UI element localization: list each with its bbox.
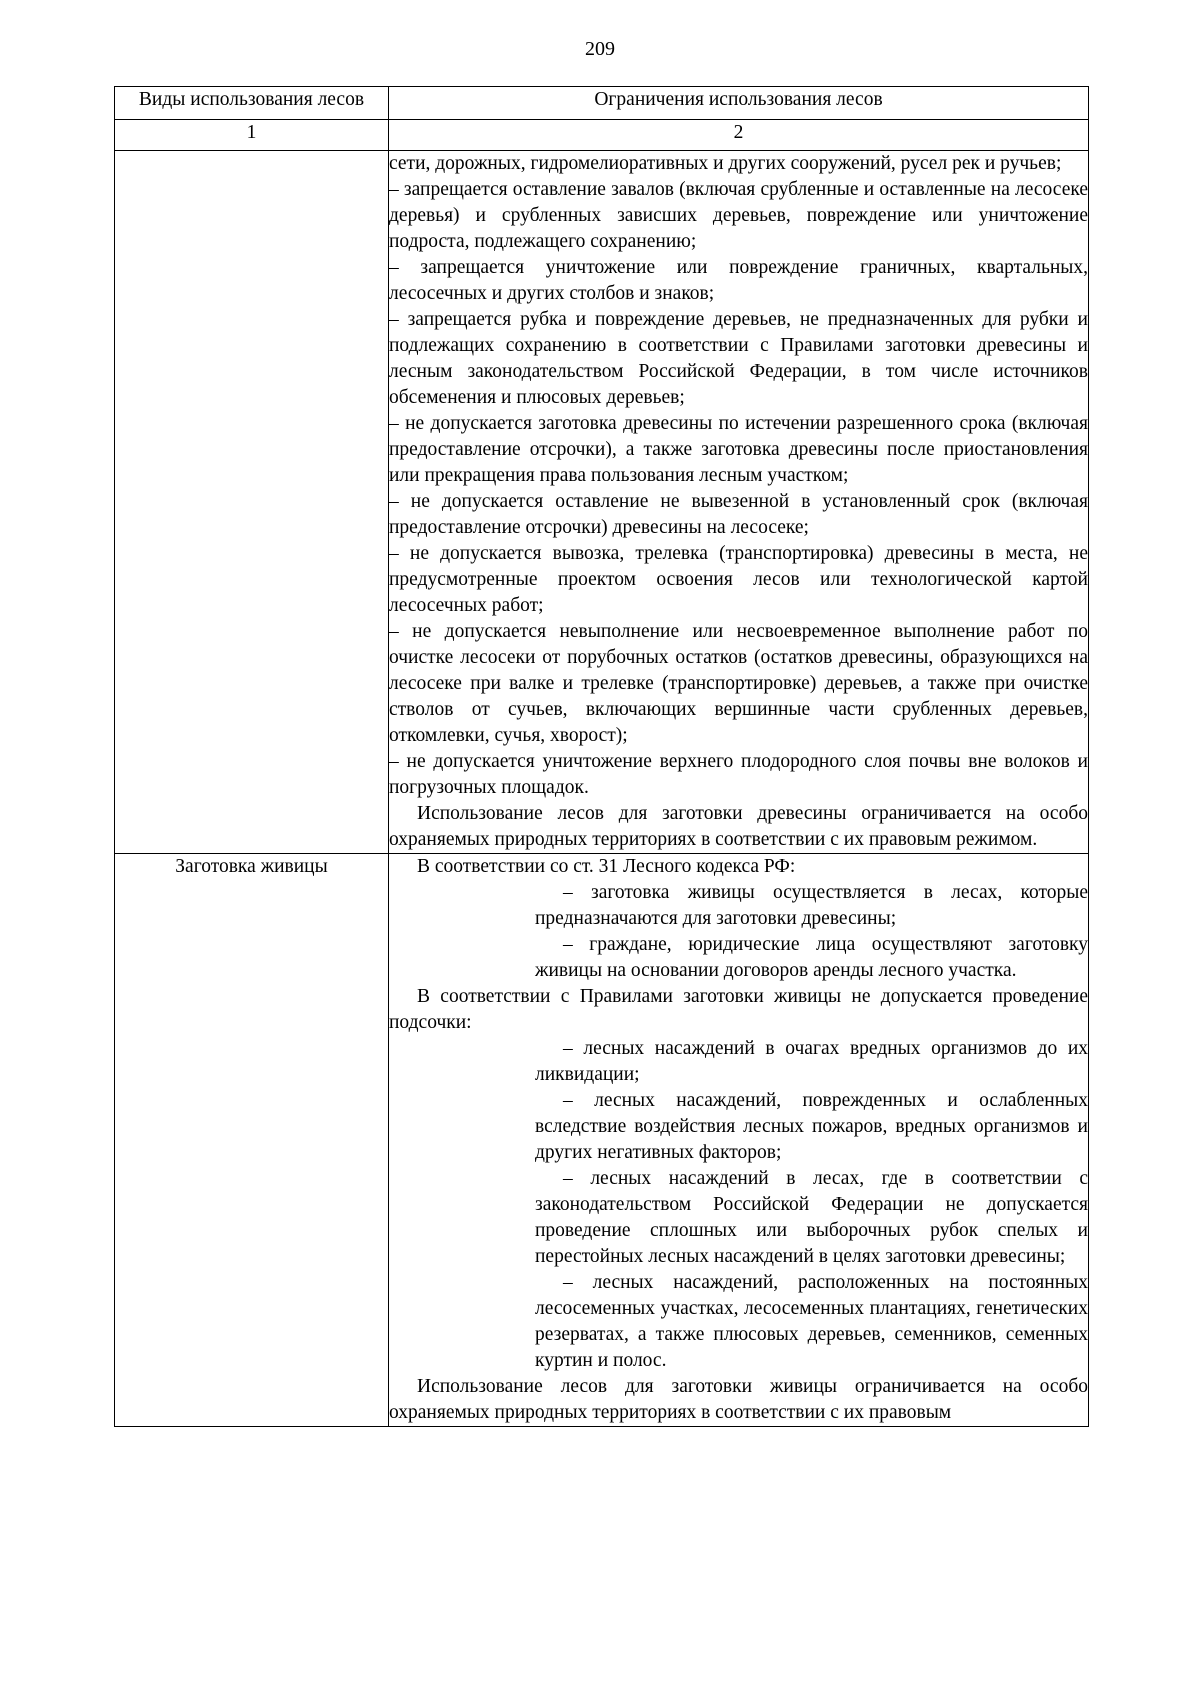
table-header-row bbox=[115, 87, 1089, 120]
restriction-item: – не допускается вывозка, трелевка (транспортировка) древесины в места, не предусмотренные проектом освоения лесов или технологической картой лесосечных работ; bbox=[389, 543, 1088, 616]
header-forest-use-restrictions: Ограничения использования лесов bbox=[389, 87, 1089, 120]
table-number-row bbox=[115, 120, 1089, 151]
row2-label: Заготовка живицы bbox=[115, 854, 389, 1427]
table-row bbox=[115, 854, 1089, 1427]
row2-intro-paragraph: В соответствии со ст. 31 Лесного кодекса РФ: bbox=[417, 856, 796, 877]
restriction-item: – не допускается оставление не вывезенной в установленный срок (включая предоставление отсрочки) древесины на лесосеке; bbox=[389, 491, 1088, 538]
restriction-item: – заготовка живицы осуществляется в лесах, которые предназначаются для заготовки древесины; bbox=[535, 882, 1088, 929]
restriction-item: сети, дорожных, гидромелиоративных и других сооружений, русел рек и ручьев; bbox=[389, 153, 1062, 174]
column-number-1: 1 bbox=[115, 120, 389, 151]
restriction-item: – не допускается уничтожение верхнего плодородного слоя почвы вне волоков и погрузочных площадок. bbox=[389, 751, 1088, 798]
restriction-item: – граждане, юридические лица осуществляют заготовку живицы на основании договоров аренды лесного участка. bbox=[535, 934, 1088, 981]
restriction-item: – запрещается оставление завалов (включая срубленные и оставленные на лесосеке деревья) и срубленных зависших деревьев, повреждение или уничтожение подроста, подлежащего сохранению; bbox=[389, 179, 1088, 252]
column-number-2: 2 bbox=[389, 120, 1089, 151]
table-row bbox=[115, 151, 1089, 854]
restrictions-table bbox=[114, 86, 1089, 1427]
row2-restrictions bbox=[389, 854, 1089, 1427]
row1-restrictions bbox=[389, 151, 1089, 854]
restriction-item: – лесных насаждений в очагах вредных организмов до их ликвидации; bbox=[535, 1038, 1088, 1085]
row1-closing-paragraph: Использование лесов для заготовки древесины ограничивается на особо охраняемых природных территориях в соответствии с их правовым режимом. bbox=[389, 803, 1088, 850]
row1-label bbox=[115, 151, 389, 854]
page-number: 209 bbox=[585, 38, 615, 60]
restriction-item: – лесных насаждений, поврежденных и ослабленных вследствие воздействия лесных пожаров, вредных организмов и других негативных факторов; bbox=[535, 1090, 1088, 1163]
restriction-item: – запрещается уничтожение или повреждение граничных, квартальных, лесосечных и других столбов и знаков; bbox=[389, 257, 1088, 304]
restriction-item: – запрещается рубка и повреждение деревьев, не предназначенных для рубки и подлежащих сохранению в соответствии с Правилами заготовки древесины и лесным законодательством Российской Федерации, в том числе источников обсеменения и плюсовых деревьев; bbox=[389, 309, 1088, 408]
header-forest-use-types: Виды использования лесов bbox=[115, 87, 389, 120]
restriction-item: – не допускается заготовка древесины по истечении разрешенного срока (включая предоставление отсрочки), а также заготовка древесины после приостановления или прекращения права пользования лесным участком; bbox=[389, 413, 1088, 486]
row2-rules-paragraph: В соответствии с Правилами заготовки живицы не допускается проведение подсочки: bbox=[389, 986, 1088, 1033]
row2-closing-paragraph: Использование лесов для заготовки живицы ограничивается на особо охраняемых природных территориях в соответствии с их правовым bbox=[389, 1376, 1088, 1423]
restriction-item: – лесных насаждений, расположенных на постоянных лесосеменных участках, лесосеменных плантациях, генетических резерватах, а также плюсовых деревьев, семенников, семенных куртин и полос. bbox=[535, 1272, 1088, 1371]
restriction-item: – лесных насаждений в лесах, где в соответствии с законодательством Российской Федерации не допускается проведение сплошных или выборочных рубок спелых и перестойных лесных насаждений в целях заготовки древесины; bbox=[535, 1168, 1088, 1267]
restriction-item: – не допускается невыполнение или несвоевременное выполнение работ по очистке лесосеки от порубочных остатков (остатков древесины, образующихся на лесосеке при валке и трелевке (транспортировке) деревьев, а также при очистке стволов от сучьев, включающих вершинные части срубленных деревьев, откомлевки, сучья, хворост); bbox=[389, 621, 1088, 746]
